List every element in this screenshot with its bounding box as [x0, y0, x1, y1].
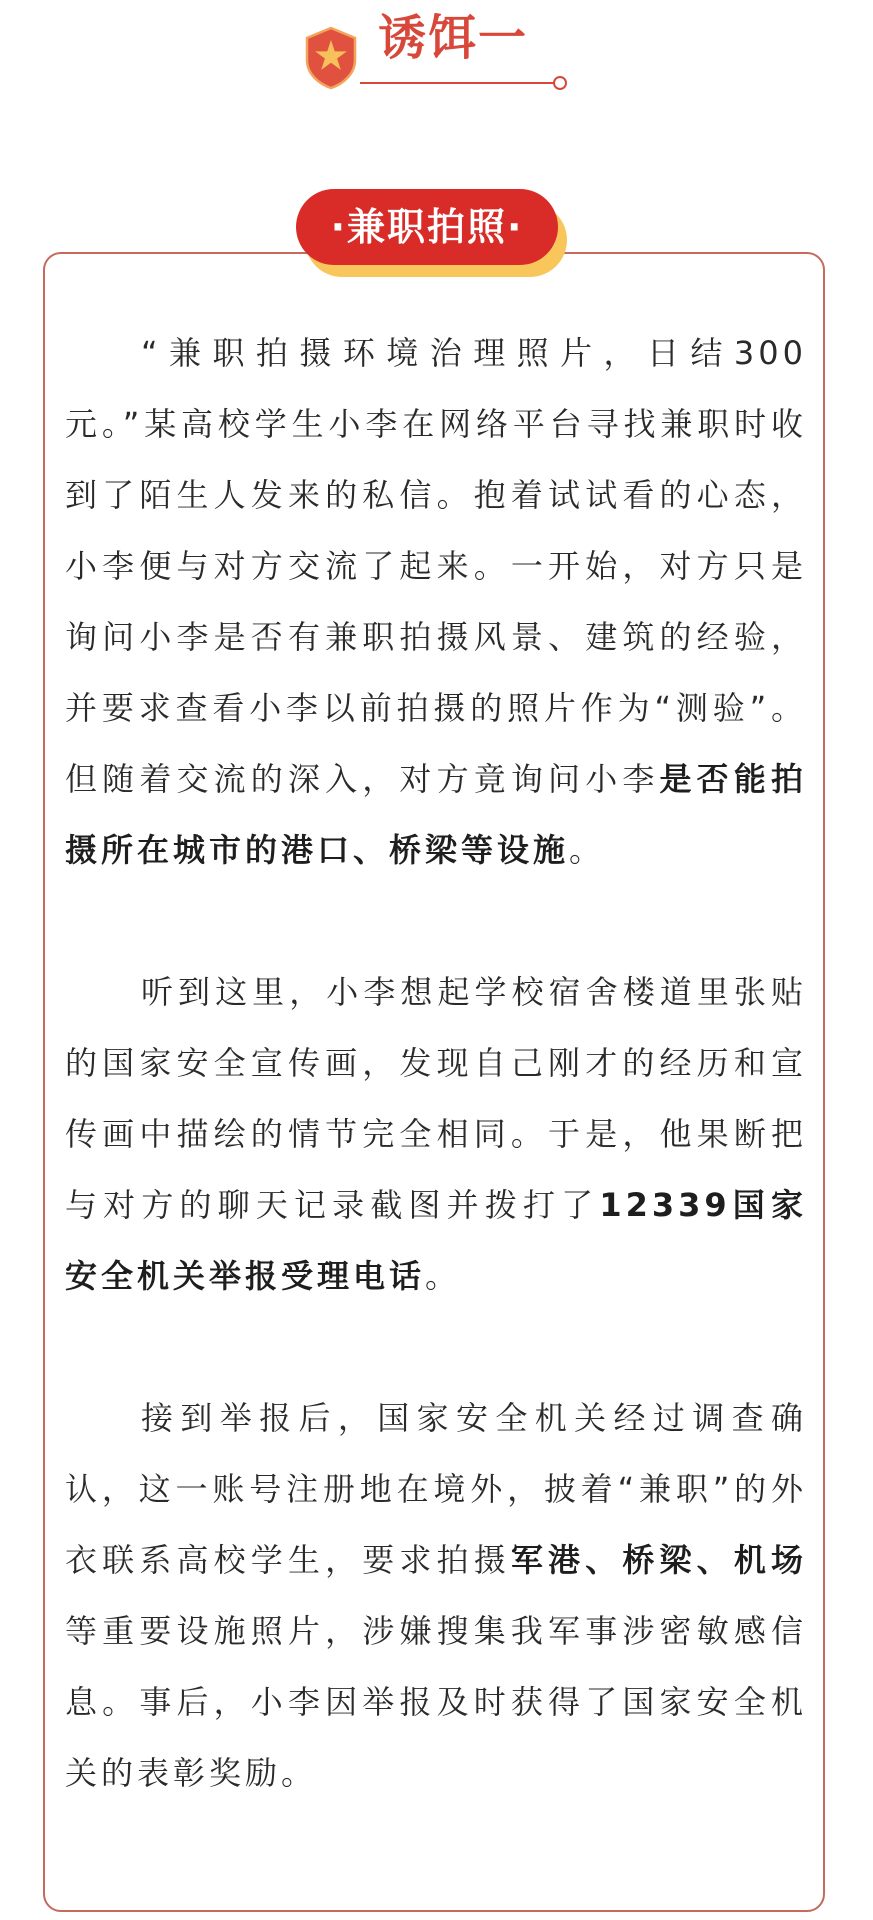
- paragraph-2-end: 。: [425, 1257, 462, 1295]
- paragraph-2-emphasis: 12339国家安全机关举报受理电话: [65, 1186, 807, 1295]
- paragraph-1-text: “兼职拍摄环境治理照片，日结300元。”某高校学生小李在网络平台寻找兼职时收到了陌生人发来的私信。抱着试试看的心态，小李便与对方交流了起来。一开始，对方只是询问小李是否有兼职拍摄风景、建筑的经验，并要求查看小李以前拍摄的照片作为“测验”。但随着交流的深入，对方竟询问小李: [65, 334, 807, 798]
- header-underline-dot: [553, 76, 567, 90]
- section-header: [0, 0, 873, 120]
- header-title: 诱饵一: [378, 10, 529, 66]
- paragraph-1: [65, 318, 807, 886]
- paragraph-1-end: 。: [569, 831, 606, 869]
- paragraph-2: [65, 957, 807, 1312]
- header-underline: [360, 82, 555, 84]
- paragraph-3-text: 接到举报后，国家安全机关经过调查确认，这一账号注册地在境外，披着“兼职”的外衣联系高校学生，要求拍摄: [65, 1399, 807, 1579]
- red-star-shield-icon: [303, 26, 359, 90]
- paragraph-3-emphasis: 军港、桥梁、机场: [510, 1541, 807, 1579]
- paragraph-2-text: 听到这里，小李想起学校宿舍楼道里张贴的国家安全宣传画，发现自己刚才的经历和宣传画中描绘的情节完全相同。于是，他果断把与对方的聊天记录截图并拨打了: [65, 973, 807, 1224]
- paragraph-1-emphasis: 是否能拍摄所在城市的港口、桥梁等设施: [65, 760, 807, 869]
- paragraph-3: [65, 1383, 807, 1809]
- section-pill-label: ·兼职拍照·: [296, 189, 558, 265]
- paragraph-3-end: 等重要设施照片，涉嫌搜集我军事涉密敏感信息。事后，小李因举报及时获得了国家安全机关的表彰奖励。: [65, 1612, 807, 1792]
- article-body: [65, 318, 807, 1809]
